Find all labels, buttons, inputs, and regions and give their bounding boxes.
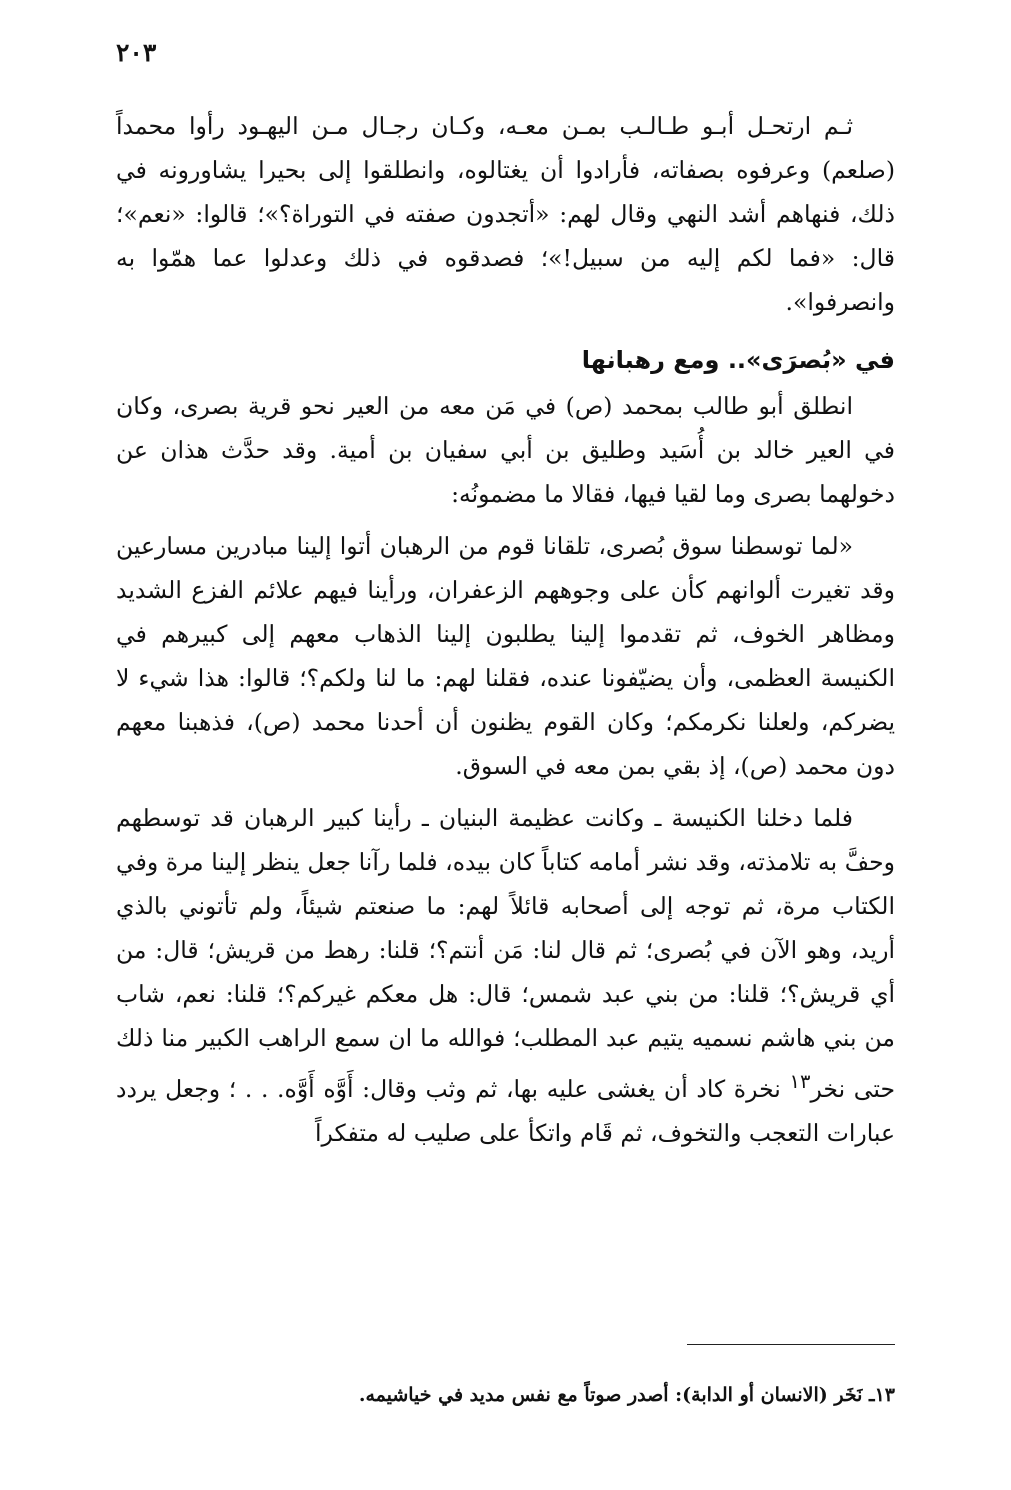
footnote: ١٣ـ نَخَر (الانسان أو الدابة): أصدر صوتاً مع نفس مديد في خياشيمه. (358, 1384, 895, 1406)
paragraph-2: انطلق أبو طالب بمحمد (ص) في مَن معه من العير نحو قرية بصرى، وكان في العير خالد بن أُسَيد وطليق بن أبي سفيان بن أمية. وقد حدَّث هذان عن دخولهما بصرى وما لقيا فيها، فقالا ما مضمونُه: (116, 392, 895, 508)
footnote-divider (687, 1344, 895, 1345)
main-text (116, 104, 895, 1155)
page-number: ٢٠٣ (116, 38, 157, 67)
paragraph-4 (116, 796, 895, 1155)
footnote-reference[interactable]: ١٣ (789, 1070, 811, 1093)
paragraph-1: ثـم ارتحـل أبـو طـالـب بمـن معـه، وكـان رجـال مـن اليهـود رأوا محمداً (صلعم) وعرفوه بصفاته، فأرادوا أن يغتالوه، وانطلقوا إلى بحيرا يشاورونه في ذلك، فنهاهم أشد النهي وقال لهم: «أتجدون صفته في التوراة؟»؛ قالوا: «نعم»؛ قال: «فما لكم إليه من سبيل!»؛ فصدقوه في ذلك وعدلوا عما همّوا به وانصرفوا». (116, 112, 895, 316)
paragraph-4-text-b: نخرة كاد أن يغشى عليه بها، ثم وثب وقال: أَوَّه أَوَّه. . . ؛ وجعل يردد عبارات التعجب والتخوف، ثم قَام واتكأ على صليب له متفكراً (116, 1074, 895, 1147)
section-heading: في «بُصرَى».. ومع رهبانها (581, 346, 895, 374)
paragraph-3: «لما توسطنا سوق بُصرى، تلقانا قوم من الرهبان أتوا إلينا مبادرين مسارعين وقد تغيرت ألوانهم كأن على وجوههم الزعفران، ورأينا فيهم علائم الفزع الشديد ومظاهر الخوف، ثم تقدموا إلينا يطلبون إلينا الذهاب معهم إلى كبيرهم في الكنيسة العظمى، وأن يضيّفونا عنده، فقلنا لهم: ما لنا ولكم؟؛ قالوا: هذا شيء لا يضركم، ولعلنا نكرمكم؛ وكان القوم يظنون أن أحدنا محمد (ص)، فذهبنا معهم دون محمد (ص)، إذ بقي بمن معه في السوق. (116, 532, 895, 780)
paragraph-4-text-a: فلما دخلنا الكنيسة ـ وكانت عظيمة البنيان ـ رأينا كبير الرهبان قد توسطهم وحفَّ به تلامذته، وقد نشر أمامه كتاباً كان بيده، فلما رآنا جعل ينظر إلينا مرة وفي الكتاب مرة، ثم توجه إلى أصحابه قائلاً لهم: ما صنعتم شيئاً، ولم تأتوني بالذي أريد، وهو الآن في بُصرى؛ ثم قال لنا: مَن أنتم؟؛ قلنا: رهط من قريش؛ قال: من أي قريش؟؛ قلنا: من بني عبد شمس؛ قال: هل معكم غيركم؟؛ قلنا: نعم، شاب من بني هاشم نسميه يتيم عبد المطلب؛ فوالله ما ان سمع الراهب الكبير منا ذلك حتى نخر (116, 804, 895, 1103)
